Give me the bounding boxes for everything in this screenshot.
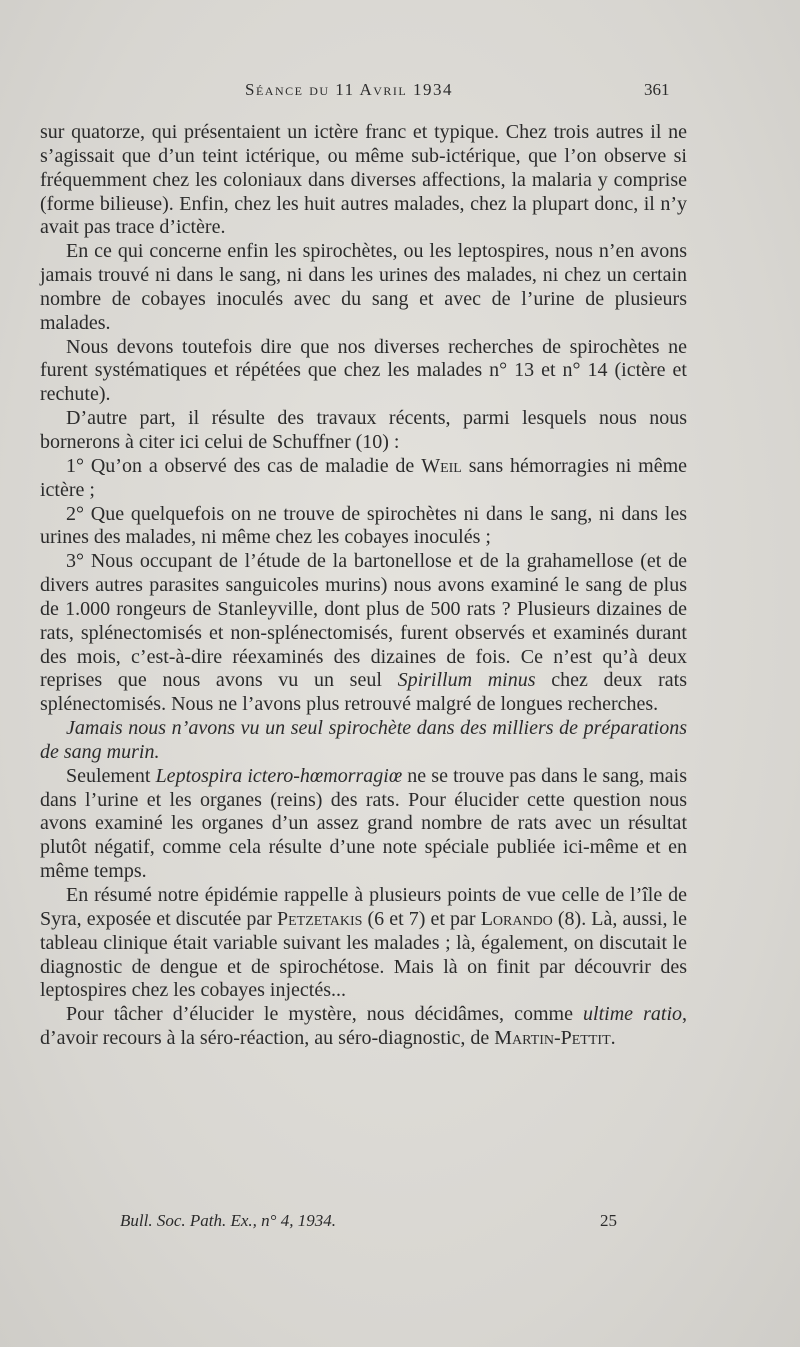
paragraph-text: En résumé notre épidémie rappelle à plusieurs points de vue celle de l’île de Syra, exposée et discutée par [40,884,687,930]
paragraph [40,1003,687,1051]
species-name: Spirillum minus [397,669,536,692]
paragraph-text: 1° Qu’on a observé des cas de maladie de [66,454,422,477]
paragraph-text: Jamais nous n’avons vu un seul spirochète dans des milliers de préparations de sang murin. [40,717,687,763]
list-item [40,503,687,551]
paragraph-text: 2° Que quelquefois on ne trouve de spirochètes ni dans le sang, ni dans les urines des malades, ni même chez les cobayes inoculés ; [40,502,687,549]
author-name: Petzetakis [277,907,363,930]
paragraph-text: chez deux rats splénectomisés. Nous ne l’avons plus retrouvé malgré de longues recherches. [40,669,687,716]
italic-paragraph [40,717,687,765]
paragraph [40,240,687,335]
paragraph-text: sans hémorragies ni même ictère ; [40,454,688,501]
running-head: Séance du 11 Avril 1934 [245,80,453,99]
paragraph-text: . [610,1027,616,1050]
sheet-number: 25 [600,1211,617,1230]
species-name: Leptospira ictero-hœmorragiœ [155,764,403,787]
paragraph-text: sur quatorze, qui présentaient un ictère franc et typique. Chez trois autres il ne s’agissait que d’un teint ictérique, ou même sub-ictérique, que l’on observe si fréquemment chez les coloniaux dans diverses affections, la malaria y comprise (forme bilieuse). Enfin, chez les huit autres malades, chez la plupart donc, il n’y avait pas trace d’ictère. [40,121,687,239]
author-name: Weil [421,454,462,477]
paragraph-text: En ce qui concerne enfin les spirochètes, ou les leptospires, nous n’en avons jamais trouvé ni dans le sang, ni dans les urines des malades, ni chez un certain nombre de cobayes inoculés avec du sang et avec de l’urine de plusieurs malades. [40,240,687,334]
journal-citation: Bull. Soc. Path. Ex., n° 4, 1934. [120,1211,336,1230]
paragraph [40,121,687,240]
paragraph-text: ne se trouve pas dans le sang, mais dans l’urine et les organes (reins) des rats. Pour élucider cette question nous avons examiné les organes d’un assez grand nombre de rats avec un résultat plutôt négatif, comme cela résulte d’une note spéciale publiée ici-même et en même temps. [40,764,687,883]
paragraph-text: (6 et 7) et par [362,907,481,930]
paragraph [40,765,687,884]
author-name: Martin-Pettit [494,1027,611,1050]
page-number: 361 [644,80,670,99]
author-name: Lorando [480,907,553,930]
body-text [40,121,687,1051]
list-item [40,455,687,503]
paragraph [40,884,687,1003]
paragraph-text: 3° Nous occupant de l’étude de la bartonellose et de la grahamellose (et de divers autres parasites sanguicoles murins) nous avons examiné le sang de plus de 1.000 rongeurs de Stanleyville, dont plus de 500 rats ? Plusieurs dizaines de rats, splénectomisés et non-splénectomisés, furent observés et examinés durant des mois, c’est-à-dire réexaminés des dizaines de fois. Ce n’est qu’à deux reprises que nous avons vu un seul [40,550,687,692]
page-header [0,80,800,110]
paragraph-text: Nous devons toutefois dire que nos diverses recherches de spirochètes ne furent systématiques et répétées que chez les malades n° 13 et n° 14 (ictère et rechute). [40,335,687,406]
paragraph-text: D’autre part, il résulte des travaux récents, parmi lesquels nous nous bornerons à citer ici celui de Schuffner (10) : [40,407,687,453]
paragraph-text: , d’avoir recours à la séro-réaction, au séro-diagnostic, de [40,1003,688,1050]
paragraph [40,336,687,408]
paragraph-text: Pour tâcher d’élucider le mystère, nous décidâmes, comme [66,1003,584,1026]
latin-phrase: ultime ratio [583,1003,683,1026]
paragraph [40,407,687,455]
list-item [40,550,687,717]
paragraph-text: (8). Là, aussi, le tableau clinique était variable suivant les malades ; là, également, on discutait le diagnostic de dengue et de spirochétose. Mais là on finit par découvrir des leptospires chez les cobayes injectés... [40,907,687,1002]
paragraph-text: Seulement [66,764,156,787]
page-footer [0,1211,800,1237]
